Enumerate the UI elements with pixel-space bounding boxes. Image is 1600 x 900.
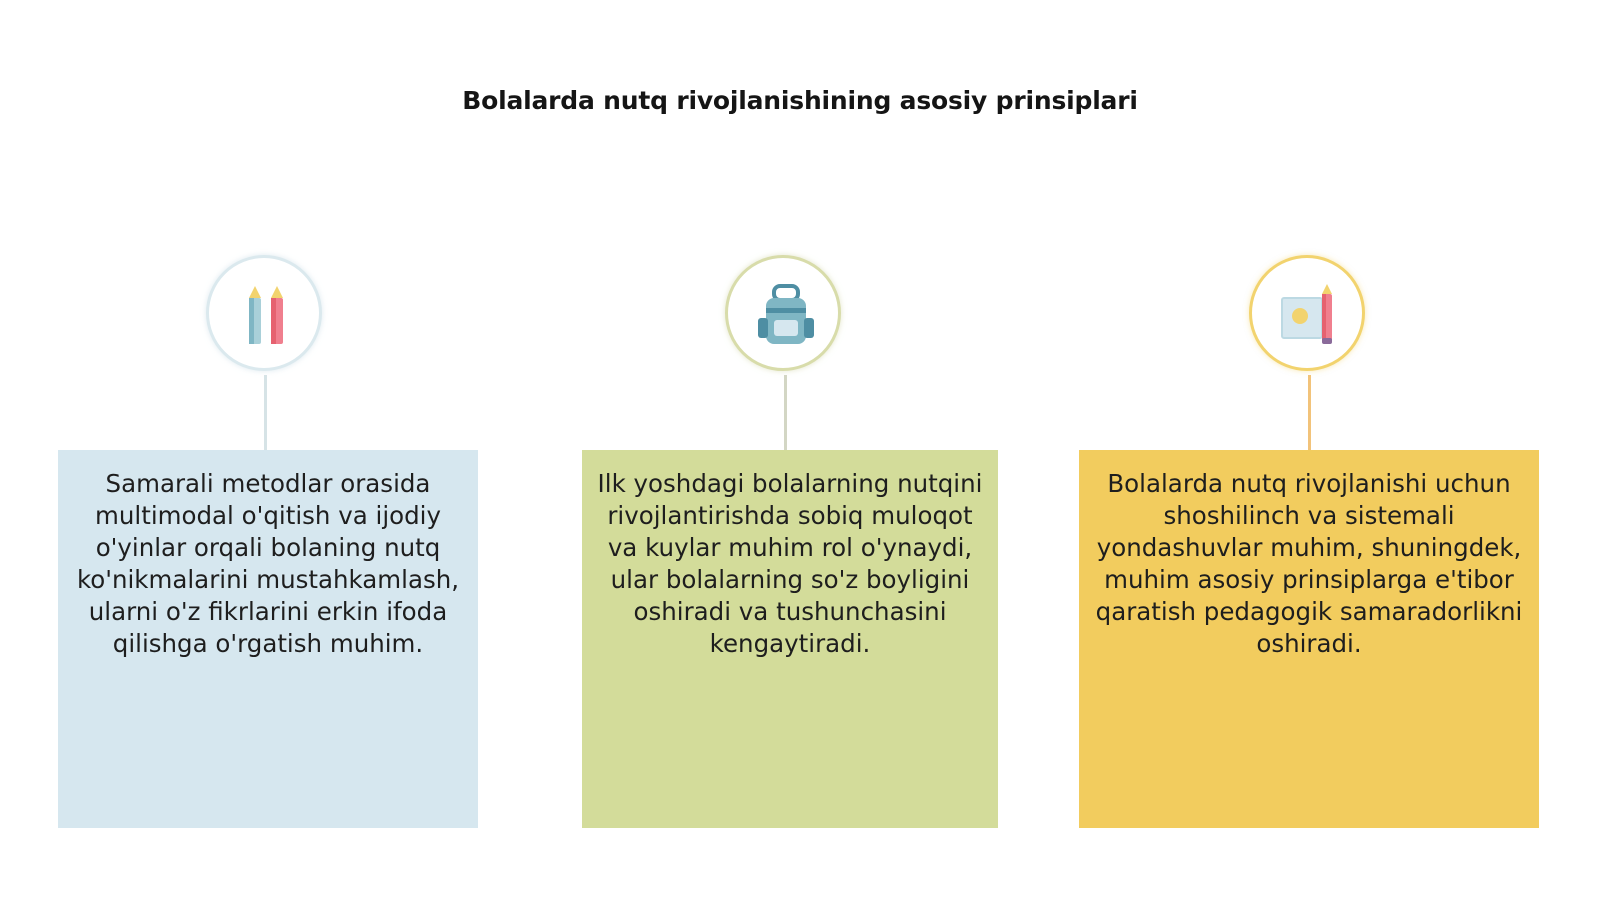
- icon-circle-2: [725, 255, 841, 371]
- principle-card-2: [582, 450, 998, 828]
- principle-card-3: [1079, 450, 1539, 828]
- connector-line-1: [264, 375, 267, 450]
- card-text-1: Samarali metodlar orasida multimodal o'qitish va ijodiy o'yinlar orqali bolaning nutq ko'nikmalarini mustahkamlash, ularni o'z fikrlarini erkin ifoda qilishga o'rgatish muhim.: [76, 469, 460, 658]
- card-text-2: Ilk yoshdagi bolalarning nutqini rivojlantirishda sobiq muloqot va kuylar muhim rol o'ynaydi, ular bolalarning so'z boyligini oshiradi va tushunchasini kengaytiradi.: [597, 469, 983, 658]
- connector-line-3: [1308, 375, 1311, 450]
- pencils-icon: [235, 284, 299, 348]
- card-text-3: Bolalarda nutq rivojlanishi uchun shoshilinch va sistemali yondashuvlar muhim, shuningdek, muhim asosiy prinsiplarga e'tibor qaratish pedagogik samaradorlikni oshiradi.: [1095, 469, 1523, 658]
- drawing-board-icon: [1278, 284, 1342, 348]
- page-title: Bolalarda nutq rivojlanishining asosiy prinsiplari: [462, 86, 1138, 115]
- icon-circle-1: [206, 255, 322, 371]
- connector-line-2: [784, 375, 787, 450]
- backpack-icon: [754, 284, 818, 348]
- principle-card-1: [58, 450, 478, 828]
- icon-circle-3: [1249, 255, 1365, 371]
